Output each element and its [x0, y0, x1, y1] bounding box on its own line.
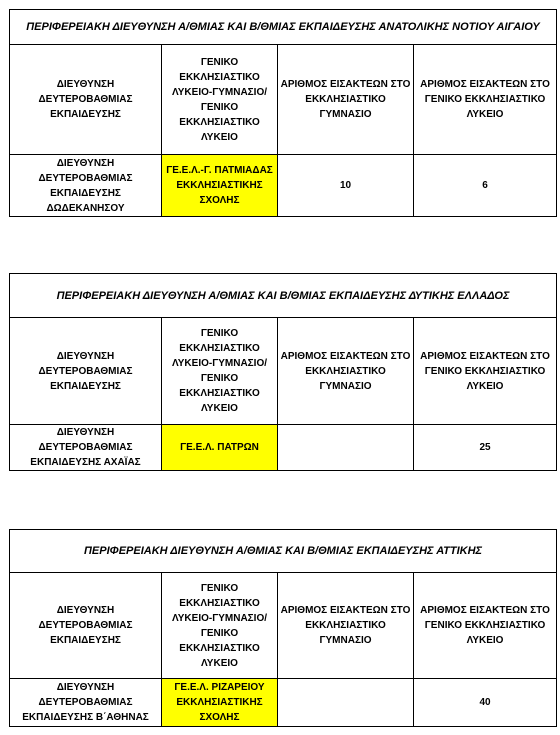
cell-lykeio-count: 25 — [414, 425, 557, 471]
cell-gymnasio-count — [278, 425, 414, 471]
header-lykeio-count: ΑΡΙΘΜΟΣ ΕΙΣΑΚΤΕΩΝ ΣΤΟ ΓΕΝΙΚΟ ΕΚΚΛΗΣΙΑΣΤΙΚΟ ΛΥΚΕΙΟ — [414, 45, 557, 155]
header-gymnasio-count: ΑΡΙΘΜΟΣ ΕΙΣΑΚΤΕΩΝ ΣΤΟ ΕΚΚΛΗΣΙΑΣΤΙΚΟ ΓΥΜΝΑΣΙΟ — [278, 318, 414, 425]
table-title: ΠΕΡΙΦΕΡΕΙΑΚΗ ΔΙΕΥΘΥΝΣΗ Α/ΘΜΙΑΣ ΚΑΙ Β/ΘΜΙΑΣ ΕΚΠΑΙΔΕΥΣΗΣ ΑΤΤΙΚΗΣ — [10, 530, 557, 573]
header-directorate: ΔΙΕΥΘΥΝΣΗ ΔΕΥΤΕΡΟΒΑΘΜΙΑΣ ΕΚΠΑΙΔΕΥΣΗΣ — [10, 573, 162, 679]
cell-directorate: ΔΙΕΥΘΥΝΣΗ ΔΕΥΤΕΡΟΒΑΘΜΙΑΣ ΕΚΠΑΙΔΕΥΣΗΣ Β΄ΑΘΗΝΑΣ — [10, 679, 162, 727]
cell-gymnasio-count — [278, 679, 414, 727]
cell-directorate: ΔΙΕΥΘΥΝΣΗ ΔΕΥΤΕΡΟΒΑΘΜΙΑΣ ΕΚΠΑΙΔΕΥΣΗΣ ΑΧΑΪΑΣ — [10, 425, 162, 471]
header-lykeio-count: ΑΡΙΘΜΟΣ ΕΙΣΑΚΤΕΩΝ ΣΤΟ ΓΕΝΙΚΟ ΕΚΚΛΗΣΙΑΣΤΙΚΟ ΛΥΚΕΙΟ — [414, 573, 557, 679]
header-gymnasio-count: ΑΡΙΘΜΟΣ ΕΙΣΑΚΤΕΩΝ ΣΤΟ ΕΚΚΛΗΣΙΑΣΤΙΚΟ ΓΥΜΝΑΣΙΟ — [278, 45, 414, 155]
cell-gymnasio-count: 10 — [278, 155, 414, 217]
header-directorate: ΔΙΕΥΘΥΝΣΗ ΔΕΥΤΕΡΟΒΑΘΜΙΑΣ ΕΚΠΑΙΔΕΥΣΗΣ — [10, 45, 162, 155]
cell-lykeio-count: 6 — [414, 155, 557, 217]
header-school: ΓΕΝΙΚΟ ΕΚΚΛΗΣΙΑΣΤΙΚΟ ΛΥΚΕΙΟ-ΓΥΜΝΑΣΙΟ/ ΓΕΝΙΚΟ ΕΚΚΛΗΣΙΑΣΤΙΚΟ ΛΥΚΕΙΟ — [162, 318, 278, 425]
header-directorate: ΔΙΕΥΘΥΝΣΗ ΔΕΥΤΕΡΟΒΑΘΜΙΑΣ ΕΚΠΑΙΔΕΥΣΗΣ — [10, 318, 162, 425]
cell-directorate: ΔΙΕΥΘΥΝΣΗ ΔΕΥΤΕΡΟΒΑΘΜΙΑΣ ΕΚΠΑΙΔΕΥΣΗΣ ΔΩΔΕΚΑΝΗΣΟΥ — [10, 155, 162, 217]
header-school: ΓΕΝΙΚΟ ΕΚΚΛΗΣΙΑΣΤΙΚΟ ΛΥΚΕΙΟ-ΓΥΜΝΑΣΙΟ/ ΓΕΝΙΚΟ ΕΚΚΛΗΣΙΑΣΤΙΚΟ ΛΥΚΕΙΟ — [162, 45, 278, 155]
table-title: ΠΕΡΙΦΕΡΕΙΑΚΗ ΔΙΕΥΘΥΝΣΗ Α/ΘΜΙΑΣ ΚΑΙ Β/ΘΜΙΑΣ ΕΚΠΑΙΔΕΥΣΗΣ ΔΥΤΙΚΗΣ ΕΛΛΑΔΟΣ — [10, 274, 557, 318]
header-school: ΓΕΝΙΚΟ ΕΚΚΛΗΣΙΑΣΤΙΚΟ ΛΥΚΕΙΟ-ΓΥΜΝΑΣΙΟ/ ΓΕΝΙΚΟ ΕΚΚΛΗΣΙΑΣΤΙΚΟ ΛΥΚΕΙΟ — [162, 573, 278, 679]
table-notio-aigaio — [9, 9, 557, 217]
cell-school: ΓΕ.Ε.Λ.-Γ. ΠΑΤΜΙΑΔΑΣ ΕΚΚΛΗΣΙΑΣΤΙΚΗΣ ΣΧΟΛΗΣ — [162, 155, 278, 217]
table-dytiki-ellada — [9, 273, 557, 471]
table-attiki — [9, 529, 557, 727]
cell-lykeio-count: 40 — [414, 679, 557, 727]
table-title: ΠΕΡΙΦΕΡΕΙΑΚΗ ΔΙΕΥΘΥΝΣΗ Α/ΘΜΙΑΣ ΚΑΙ Β/ΘΜΙΑΣ ΕΚΠΑΙΔΕΥΣΗΣ ΑΝΑΤΟΛΙΚΗΣ ΝΟΤΙΟΥ ΑΙΓΑΙΟΥ — [10, 10, 557, 45]
header-lykeio-count: ΑΡΙΘΜΟΣ ΕΙΣΑΚΤΕΩΝ ΣΤΟ ΓΕΝΙΚΟ ΕΚΚΛΗΣΙΑΣΤΙΚΟ ΛΥΚΕΙΟ — [414, 318, 557, 425]
cell-school: ΓΕ.Ε.Λ. ΡΙΖΑΡΕΙΟΥ ΕΚΚΛΗΣΙΑΣΤΙΚΗΣ ΣΧΟΛΗΣ — [162, 679, 278, 727]
cell-school: ΓΕ.Ε.Λ. ΠΑΤΡΩΝ — [162, 425, 278, 471]
header-gymnasio-count: ΑΡΙΘΜΟΣ ΕΙΣΑΚΤΕΩΝ ΣΤΟ ΕΚΚΛΗΣΙΑΣΤΙΚΟ ΓΥΜΝΑΣΙΟ — [278, 573, 414, 679]
